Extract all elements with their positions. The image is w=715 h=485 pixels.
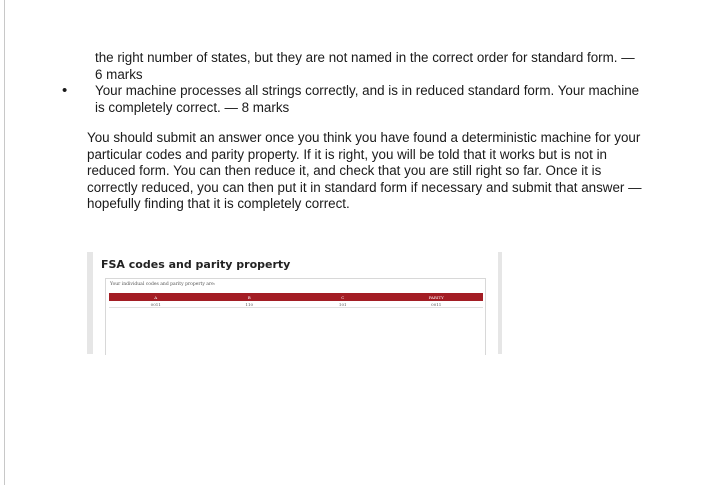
cell-c: 101 — [296, 301, 390, 308]
embedded-caption: Your individual codes and parity property are: — [110, 282, 216, 287]
page-left-border — [4, 0, 5, 485]
codes-table-header-row — [109, 293, 483, 301]
embedded-screenshot — [87, 252, 502, 354]
embedded-left-bar — [87, 252, 93, 354]
list-item-fully-correct: • Your machine processes all strings correctly, and is in reduced standard form. Your machine is completely correct. — 8 marks — [60, 83, 640, 116]
table-row — [109, 301, 483, 308]
embedded-right-bar — [498, 252, 502, 354]
header-c: C — [296, 293, 390, 301]
header-a: A — [109, 293, 203, 301]
cell-a: 0011 — [109, 301, 203, 308]
embedded-title: FSA codes and parity property — [101, 258, 291, 271]
list-item-continuation: the right number of states, but they are not named in the correct order for standard form. — 6 marks — [95, 50, 635, 82]
codes-table — [109, 293, 483, 308]
header-parity: PARITY — [390, 293, 484, 301]
marks-list — [60, 50, 640, 116]
header-b: B — [203, 293, 297, 301]
embedded-panel — [105, 278, 486, 355]
cell-b: 110 — [203, 301, 297, 308]
cell-parity: 0011 — [390, 301, 484, 308]
submission-instructions: You should submit an answer once you think you have found a deterministic machine for your particular codes and parity property. If it is right, you will be told that it works but is not in reduced form. You can then reduce it, and check that you are still right so far. Once it is correctly reduced, you can then put it in standard form if necessary and submit that answer — hopefully finding that it is completely correct. — [87, 130, 642, 211]
